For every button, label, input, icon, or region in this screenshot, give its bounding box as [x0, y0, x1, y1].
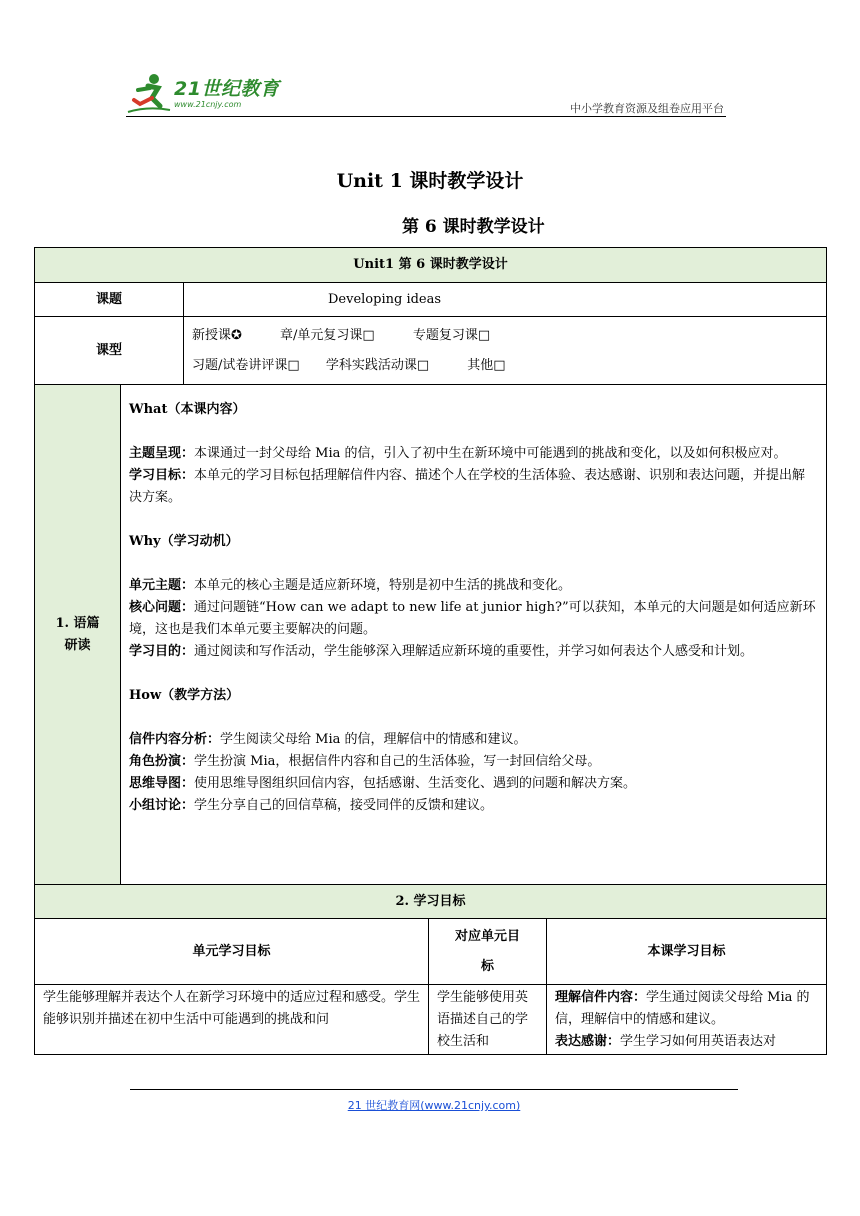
unit-goal-cell: [35, 985, 429, 1055]
letter-text: 学生阅读父母给 Mia 的信，理解信中的情感和建议。: [220, 732, 527, 747]
section1-content: [121, 385, 827, 885]
lesson-goal-text: 学生通过阅读父母给 Mia 的信，理解信中的情感和建议。: [555, 990, 810, 1027]
core-question-text: 通过问题链“How can we adapt to new life at junior high?”可以获知，本单元的大问题是如何适应新环境，这也是我们本单元要主要解决的问题。: [129, 600, 816, 637]
section2-heading: 2. 学习目标: [35, 885, 827, 919]
lesson-goal-text: 学生学习如何用英语表达对: [620, 1034, 777, 1049]
page-title: Unit 1 课时教学设计: [336, 170, 524, 192]
goal-label: 学习目标：: [129, 468, 195, 483]
role-text: 学生扮演 Mia，根据信件内容和自己的生活体验，写一封回信给父母。: [194, 754, 601, 769]
section1-label-line: 1. 语篇: [55, 615, 100, 631]
logo-text: 21世纪教育: [174, 78, 280, 100]
type-option: 习题/试卷讲评课□: [192, 357, 300, 373]
unit-theme-label: 单元主题：: [129, 578, 195, 593]
mindmap-text: 使用思维导图组织回信内容，包括感谢、生活变化、遇到的问题和解决方案。: [194, 776, 637, 791]
lesson-type-options: [184, 317, 827, 385]
goal-text: 本单元的学习目标包括理解信件内容、描述个人在学校的生活体验、表达感谢、识别和表达问题，并提出解决方案。: [129, 468, 806, 505]
theme-text: 本课通过一封父母给 Mia 的信，引入了初中生在新环境中可能遇到的挑战和变化，以及如何积极应对。: [194, 446, 787, 461]
what-heading: What（本课内容）: [129, 402, 246, 417]
type-option: 其他□: [467, 357, 506, 373]
section1-label: [35, 385, 121, 885]
type-option: 章/单元复习课□: [280, 327, 375, 343]
footer-divider: [130, 1089, 738, 1090]
letter-label: 信件内容分析：: [129, 732, 221, 747]
type-option: 专题复习课□: [412, 327, 491, 343]
core-question-label: 核心问题：: [129, 600, 195, 615]
lesson-goal-label: 理解信件内容：: [555, 990, 647, 1005]
role-paragraph: [129, 751, 818, 773]
col-matching-goals-line: 标: [480, 958, 494, 974]
matching-goal-cell: [429, 985, 547, 1055]
mindmap-label: 思维导图：: [129, 776, 195, 791]
section1-label-line: 研读: [64, 637, 91, 653]
group-text: 学生分享自己的回信草稿，接受同伴的反馈和建议。: [194, 798, 494, 813]
col-lesson-goals: 本课学习目标: [547, 919, 827, 985]
unit-goal-text: 学生能够理解并表达个人在新学习环境中的适应过程和感受。学生能够识别并描述在初中生活中可能遇到的挑战和问: [43, 990, 420, 1027]
topic-label: 课题: [35, 283, 184, 317]
table-header: Unit1 第 6 课时教学设计: [35, 248, 827, 283]
col-unit-goals: 单元学习目标: [35, 919, 429, 985]
mindmap-paragraph: [129, 773, 818, 795]
purpose-paragraph: [129, 641, 818, 663]
col-matching-goals-line: 对应单元目: [454, 928, 520, 944]
logo: [126, 72, 296, 116]
type-option: 新授课✪: [192, 327, 242, 343]
unit-theme-paragraph: [129, 575, 818, 597]
letter-paragraph: [129, 729, 818, 751]
lesson-goal-label: 表达感谢：: [555, 1034, 621, 1049]
group-label: 小组讨论：: [129, 798, 195, 813]
page-header: [126, 70, 726, 120]
matching-goal-text: 学生能够使用英语描述自己的学校生活和: [437, 990, 529, 1049]
how-heading: How（教学方法）: [129, 688, 240, 703]
unit-theme-text: 本单元的核心主题是适应新环境，特别是初中生活的挑战和变化。: [194, 578, 572, 593]
header-divider: [126, 116, 726, 117]
footer-link[interactable]: 21 世纪教育网(www.21cnjy.com): [347, 1099, 521, 1112]
theme-label: 主题呈现：: [129, 446, 195, 461]
lesson-goal-cell: [547, 985, 827, 1055]
core-question-paragraph: [129, 597, 818, 641]
role-label: 角色扮演：: [129, 754, 195, 769]
purpose-text: 通过阅读和写作活动，学生能够深入理解适应新环境的重要性，并学习如何表达个人感受和计划。: [194, 644, 754, 659]
lesson-type-label: 课型: [35, 317, 184, 385]
col-matching-goals: [429, 919, 547, 985]
page-subtitle: 第 6 课时教学设计: [402, 217, 545, 237]
platform-label: 中小学教育资源及组卷应用平台: [570, 102, 724, 115]
goal-paragraph: [129, 465, 818, 509]
why-heading: Why（学习动机）: [129, 534, 239, 549]
lesson-plan-table: [34, 247, 827, 1055]
runner-logo-icon: [126, 72, 172, 116]
topic-value: Developing ideas: [184, 283, 827, 317]
purpose-label: 学习目的：: [129, 644, 195, 659]
type-option: 学科实践活动课□: [325, 357, 430, 373]
group-paragraph: [129, 795, 818, 817]
logo-url: www.21cnjy.com: [174, 100, 242, 109]
theme-paragraph: [129, 443, 818, 465]
